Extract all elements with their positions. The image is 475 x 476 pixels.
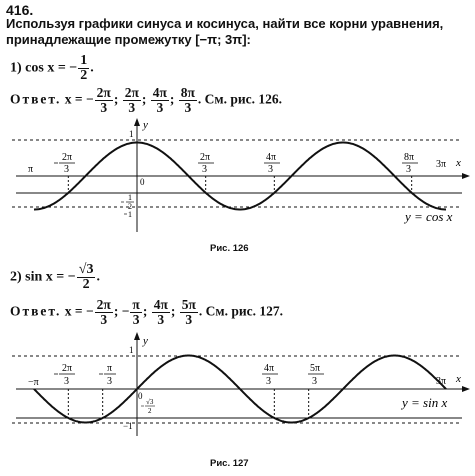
sin-y-arrow	[134, 332, 140, 340]
part2-equation	[10, 263, 100, 292]
sin-y-label: y	[143, 335, 148, 347]
sin-x-arrow	[462, 386, 470, 392]
cos-curve-label: y = cos x	[405, 209, 453, 224]
figure-126-cos-graph	[0, 112, 475, 240]
cos-tick-4pi3-num: 4π	[266, 152, 277, 163]
sin-tick-y1: 1	[129, 345, 134, 355]
part2-answer-var: x = −	[64, 303, 94, 319]
cos-tick-neg2pi3-den: 3	[64, 164, 69, 175]
cos-x-arrow	[462, 173, 470, 179]
cos-tick-4pi3-den: 3	[268, 164, 273, 175]
cos-x-label: x	[456, 157, 461, 169]
part1-answer: Ответ. x = − $\frac{2\pi}{3}$ ; $\frac{2\pi}{3}$ ; $\frac{4\pi}{3}$ ; $\frac{8\pi}{3}$ . См. рис. 126.	[10, 85, 283, 115]
part1-ans-frac-3: $\frac{4\pi}{3}$	[152, 85, 167, 115]
sin-origin: 0	[138, 391, 143, 401]
caption-126: Рис. 126	[210, 243, 249, 254]
part1-ans-frac-1: $\frac{2\pi}{3}$	[96, 85, 111, 115]
part2-eq-den: 2	[82, 277, 90, 292]
sin-sqrt-num: √3	[146, 398, 154, 406]
sin-tick-ym1: −1	[123, 421, 133, 431]
cos-tick-left: π	[28, 164, 34, 175]
cos-y-label: y	[143, 119, 148, 131]
sin-tick-4pi3-den: 3	[266, 376, 271, 387]
cos-tick-ym1: 1	[128, 210, 132, 219]
cos-y-arrow	[134, 118, 140, 126]
sin-root-lines	[68, 389, 308, 418]
problem-number: 416.	[6, 2, 34, 18]
cos-dashed-lines	[12, 140, 462, 207]
sin-tick-5pi3-num: 5π	[310, 363, 321, 374]
part1-eq-den: 2	[80, 68, 88, 83]
sin-tick-5pi3-den: 3	[312, 376, 317, 387]
cos-half-den: 2	[128, 202, 132, 211]
caption-127: Рис. 127	[210, 458, 249, 469]
sin-tick-neg2pi3-num: 2π	[62, 363, 73, 374]
part2-ans-frac-4: $\frac{5\pi}{3}$	[181, 297, 196, 327]
part1-see: См. рис. 126.	[204, 91, 283, 107]
cos-tick-right: 3π	[436, 159, 447, 170]
part2-ans-frac-3: $\frac{4\pi}{3}$	[153, 297, 168, 327]
figure-127-sin-graph	[0, 326, 475, 444]
cos-tick-y1: 1	[129, 129, 134, 139]
part1-answer-word: Ответ.	[10, 91, 62, 107]
part2-eq-lhs: sin x = −	[25, 269, 76, 285]
sin-tick-right: 3π	[436, 376, 447, 387]
part2-eq-num: √3	[78, 262, 94, 277]
sin-sqrt-den: 2	[148, 407, 152, 415]
part1-eq-fraction	[78, 54, 89, 83]
cos-root-lines	[68, 176, 411, 193]
part2-eq-fraction	[77, 263, 96, 292]
cos-origin: 0	[140, 177, 145, 187]
part2-ans-frac-1: $\frac{2\pi}{3}$	[96, 297, 111, 327]
part1-eq-end: .	[90, 60, 94, 76]
part2-see: См. рис. 127.	[205, 303, 283, 319]
sin-tick-left: −π	[28, 377, 39, 388]
part1-ans-frac-2: $\frac{2\pi}{3}$	[124, 85, 139, 115]
sin-curve-label: y = sin x	[402, 395, 448, 410]
part1-eq-num: 1	[80, 53, 88, 68]
part2-answer: Ответ. x = − $\frac{2\pi}{3}$ ; − $\frac{\pi}{3}$ ; $\frac{4\pi}{3}$ ; $\frac{5\pi}{3}$ . См. рис. 127.	[10, 297, 283, 327]
cos-tick-8pi3-den: 3	[406, 164, 411, 175]
cos-tick-neg2pi3-num: 2π	[62, 152, 73, 163]
sin-tick-negpi3-den: 3	[107, 376, 112, 387]
part1-label: 1)	[10, 60, 22, 76]
part1-answer-var: x = −	[64, 91, 94, 107]
sin-tick-negpi3-num: π	[107, 363, 113, 374]
sin-x-label: x	[456, 373, 461, 385]
cos-half-num: 1	[128, 193, 132, 202]
part1-eq-lhs: cos x = −	[25, 60, 78, 76]
cos-tick-2pi3-den: 3	[202, 164, 207, 175]
part1-equation	[10, 54, 94, 83]
sin-tick-4pi3-num: 4π	[264, 363, 275, 374]
part2-label: 2)	[10, 269, 22, 285]
part2-eq-end: .	[96, 269, 100, 285]
part2-answer-word: Ответ.	[10, 303, 62, 319]
sin-tick-neg2pi3-den: 3	[64, 376, 69, 387]
part2-ans-frac-2: $\frac{\pi}{3}$	[132, 297, 140, 327]
problem-task: Используя графики синуса и косинуса, найти все корни уравнения, принадлежащие промежутку [−π; 3π]:	[6, 16, 444, 47]
cos-tick-8pi3-num: 8π	[404, 152, 415, 163]
cos-tick-2pi3-num: 2π	[200, 152, 211, 163]
part1-ans-frac-4: $\frac{8\pi}{3}$	[180, 85, 195, 115]
